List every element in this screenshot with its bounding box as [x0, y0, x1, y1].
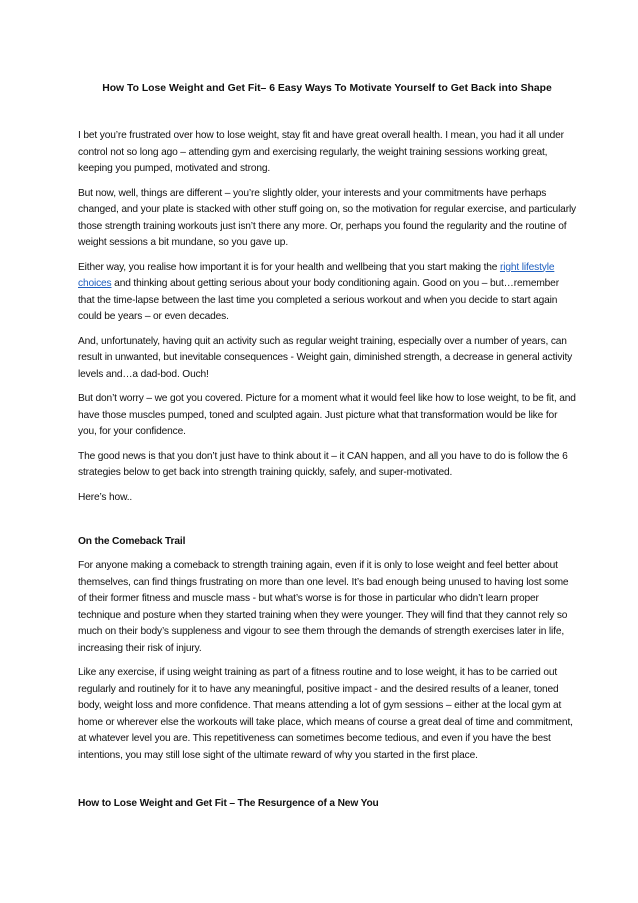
intro-paragraph-1: I bet you’re frustrated over how to lose weight, stay fit and have great overall health. I mean, you had it all under control not so long ago – attending gym and exercising regularly, the weight training sessions working great, keeping you pumped, motivated and strong.	[78, 130, 564, 174]
right-lifestyle-choices-link[interactable]: right lifestyle choices	[78, 261, 555, 289]
section-heading-resurgence: How to Lose Weight and Get Fit – The Resurgence of a New You	[78, 798, 379, 809]
spacer	[78, 772, 576, 796]
intro-paragraph-3-after: and thinking about getting serious about your body conditioning again. Good on you – but…remember that the time-lapse between the last time you completed a serious workout and when you decide to start again could be years – or even decades.	[78, 278, 559, 322]
section-heading-comeback: On the Comeback Trail	[78, 536, 186, 547]
intro-paragraph-2: But now, well, things are different – you’re slightly older, your interests and your commitments have perhaps changed, and your plate is stacked with other stuff going on, so the motivation for regular exercise, and particularly those strength training workouts just isn’t there any more. Or, perhaps you found the regularity and the routine of weight sessions a bit mundane, so you gave up.	[78, 187, 577, 248]
intro-paragraph-3	[78, 260, 576, 326]
section1-paragraph-2: Like any exercise, if using weight training as part of a fitness routine and to lose weight, it has to be carried out regularly and routinely for it to have any meaningful, positive impact - and the desired results of a leaner, toned body, weight loss and more confidence. That means attending a lot of gym sessions – either at the local gym at home or wherever else the workouts will take place, which means of course a great deal of time and commitment, at whatever level you are. This repetitiveness can sometimes become tedious, and even if you have the best intentions, you may still lose sight of the ultimate reward of why you started in the first place.	[78, 667, 573, 761]
intro-paragraph-7: Here’s how..	[78, 491, 133, 503]
intro-paragraph-6: The good news is that you don’t just have to think about it – it CAN happen, and all you have to do is follow the 6 strategies below to get back into strength training quickly, safely, and super-motivated.	[78, 450, 568, 478]
section1-paragraph-1: For anyone making a comeback to strength training again, even if it is only to lose weight and feel better about themselves, can find things frustrating on more than one level. It’s bad enough being unused to having lost some of their former fitness and muscle mass - but what’s worse is for those in particular who didn’t learn proper technique and posture when they started training when they were younger. They will find that they cannot rely so much on their body’s suppleness and vigour to see them through the demands of strength exercises later in life, increasing their risk of injury.	[78, 560, 569, 654]
document-title: How To Lose Weight and Get Fit– 6 Easy Ways To Motivate Yourself to Get Back into Shape	[102, 83, 552, 94]
intro-paragraph-4: And, unfortunately, having quit an activity such as regular weight training, especially over a number of years, can result in unwanted, but inevitable consequences - Weight gain, diminished strength, a decrease in general activity levels and…a dad-bod. Ouch!	[78, 335, 573, 380]
spacer	[78, 514, 576, 534]
intro-paragraph-3-before: Either way, you realise how important it is for your health and wellbeing that you start making the	[78, 261, 500, 273]
intro-paragraph-5: But don’t worry – we got you covered. Picture for a moment what it would feel like how to lose weight, to be fit, and have those muscles pumped, toned and sculpted again. Just picture what that transformation would be like for you, for your confidence.	[78, 393, 576, 437]
